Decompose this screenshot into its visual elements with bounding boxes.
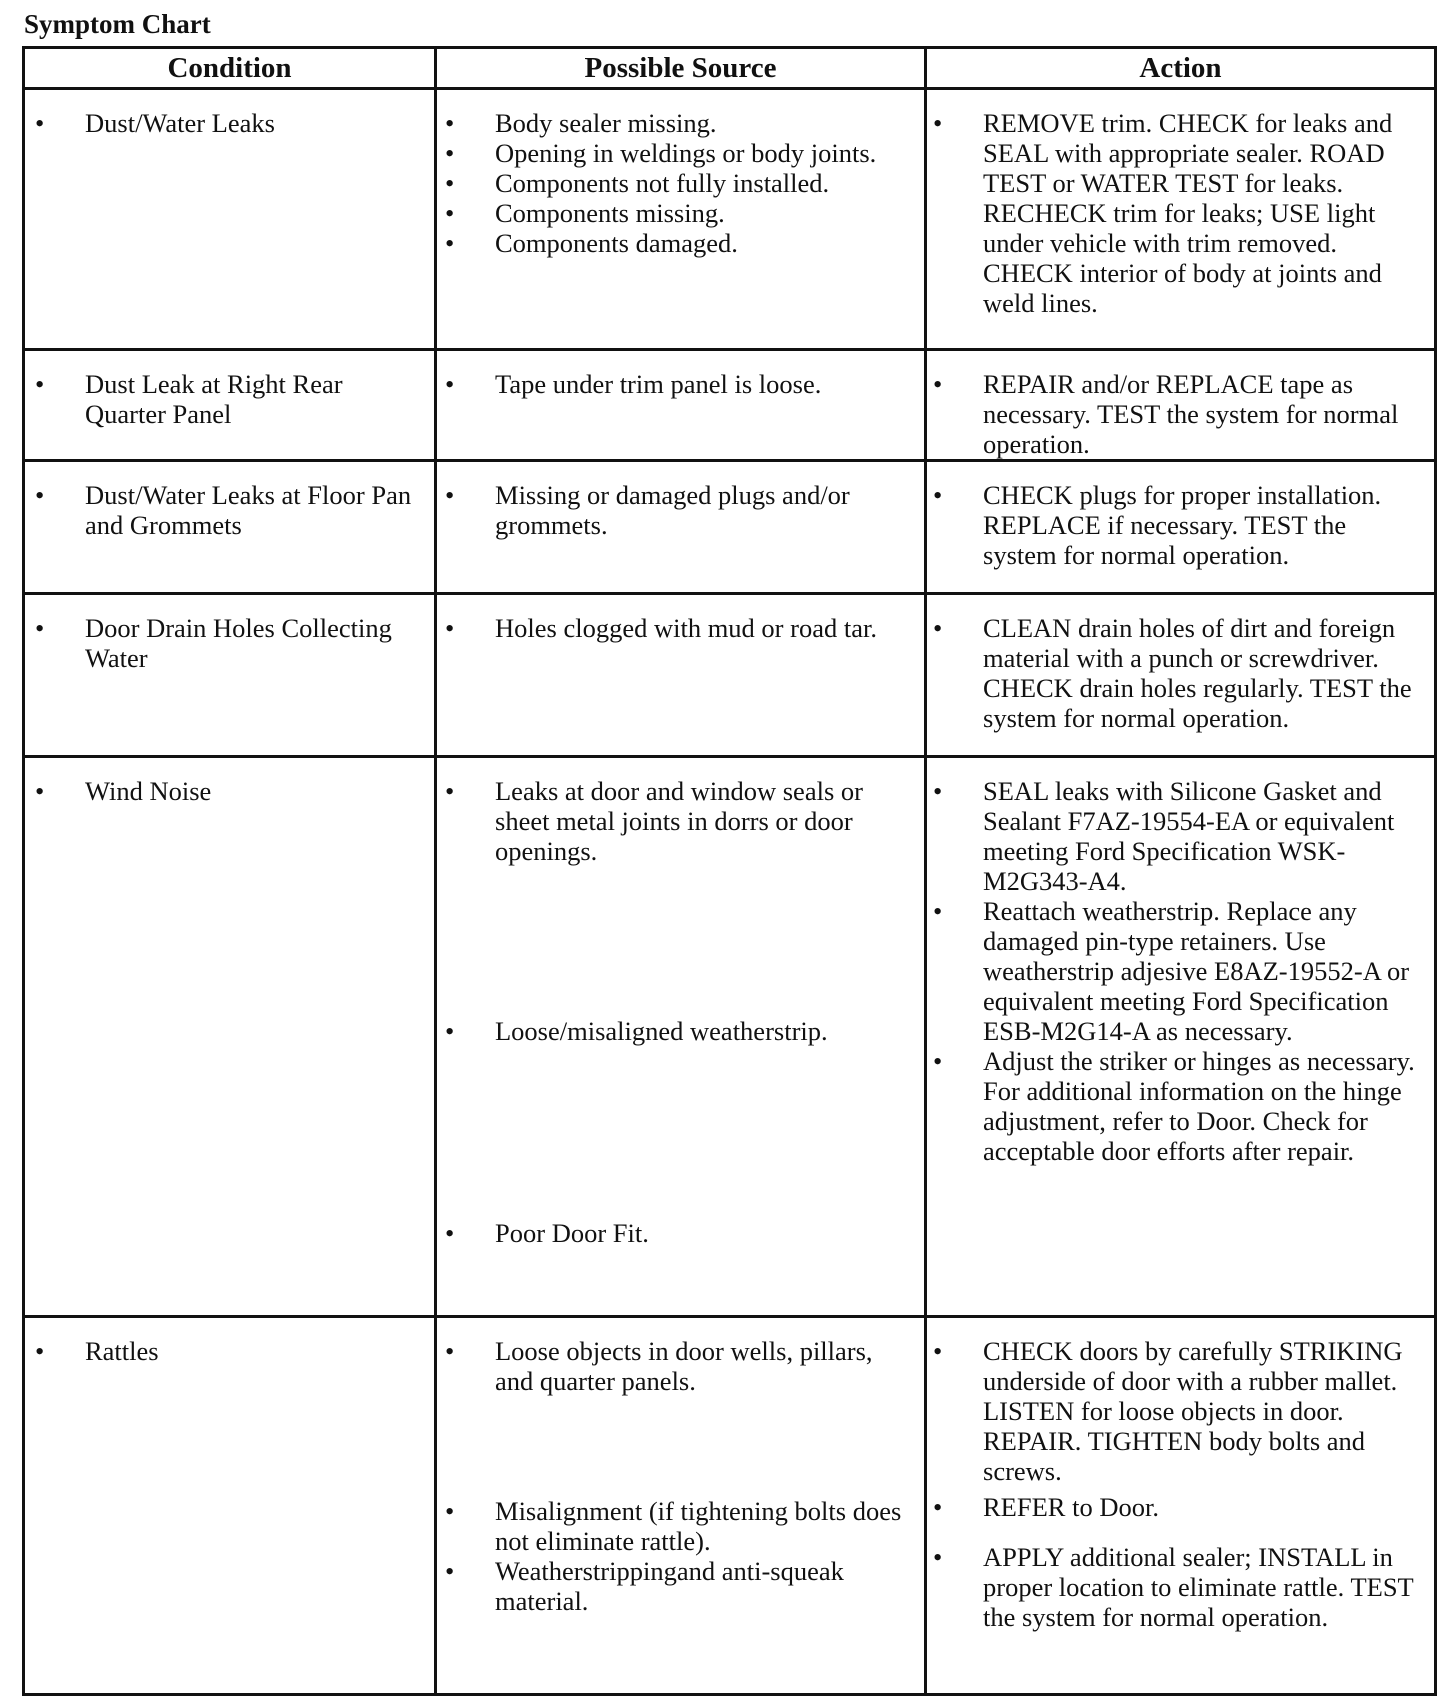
page-title: Symptom Chart [24,9,211,39]
condition-text: • Dust/Water Leaks [85,108,424,138]
action-item: • REFER to Door. [983,1492,1422,1522]
condition-cell [24,594,436,757]
condition-text: • Dust Leak at Right Rear Quarter Panel [85,369,424,429]
action-item: • CHECK plugs for proper installation. REPLACE if necessary. TEST the system for normal operation. [983,480,1422,570]
source-cell [436,594,926,757]
action-cell [926,757,1436,1317]
condition-cell [24,1317,436,1695]
action-item: • Adjust the striker or hinges as necessary. For additional information on the hinge adjustment, refer to Door. Check for acceptable door efforts after repair. [983,1046,1422,1166]
source-item: • Misalignment (if tightening bolts does not eliminate rattle). [495,1496,914,1556]
source-item: • Components not fully installed. [495,168,914,198]
table-row [24,1317,1436,1695]
header-action: Action [926,48,1436,89]
action-item: • REPAIR and/or REPLACE tape as necessary. TEST the system for normal operation. [983,369,1422,459]
condition-text: • Door Drain Holes Collecting Water [85,613,424,673]
action-item: • CLEAN drain holes of dirt and foreign material with a punch or screwdriver. CHECK drain holes regularly. TEST the system for normal operation. [983,613,1422,733]
header-possible-source: Possible Source [436,48,926,89]
condition-cell [24,350,436,461]
table-row [24,594,1436,757]
source-item: • Components missing. [495,198,914,228]
symptom-table [22,46,1437,1696]
action-cell [926,89,1436,350]
source-item: • Loose objects in door wells, pillars, and quarter panels. [495,1336,914,1396]
action-item: • CHECK doors by carefully STRIKING underside of door with a rubber mallet. LISTEN for loose objects in door. REPAIR. TIGHTEN body bolts and screws. [983,1336,1422,1486]
source-cell [436,461,926,594]
table-row [24,461,1436,594]
action-item: • REMOVE trim. CHECK for leaks and SEAL with appropriate sealer. ROAD TEST or WATER TEST for leaks. RECHECK trim for leaks; USE light under vehicle with trim removed. CHECK interior of body at joints and weld lines. [983,108,1422,318]
source-item: • Body sealer missing. [495,108,914,138]
action-item: • SEAL leaks with Silicone Gasket and Sealant F7AZ-19554-EA or equivalent meeting Ford Specification WSK-M2G343-A4. [983,776,1422,896]
source-cell [436,89,926,350]
source-item: • Opening in weldings or body joints. [495,138,914,168]
condition-cell [24,461,436,594]
action-cell [926,350,1436,461]
table-row [24,89,1436,350]
source-cell [436,757,926,1317]
source-item: • Loose/misaligned weatherstrip. [495,1016,914,1046]
source-item: • Poor Door Fit. [495,1218,914,1248]
action-cell [926,461,1436,594]
table-header-row [24,48,1436,89]
condition-text: • Wind Noise [85,776,424,806]
source-item: • Tape under trim panel is loose. [495,369,914,399]
condition-cell [24,89,436,350]
action-cell [926,594,1436,757]
action-item: • Reattach weatherstrip. Replace any damaged pin-type retainers. Use weatherstrip adjesive E8AZ-19552-A or equivalent meeting Ford Specification ESB-M2G14-A as necessary. [983,896,1422,1046]
action-item: • APPLY additional sealer; INSTALL in proper location to eliminate rattle. TEST the system for normal operation. [983,1542,1422,1632]
condition-text: • Dust/Water Leaks at Floor Pan and Grommets [85,480,424,540]
source-cell [436,350,926,461]
source-item: • Holes clogged with mud or road tar. [495,613,914,643]
source-item: • Leaks at door and window seals or sheet metal joints in dorrs or door openings. [495,776,914,866]
source-item: • Missing or damaged plugs and/or grommets. [495,480,914,540]
header-condition: Condition [24,48,436,89]
action-cell [926,1317,1436,1695]
condition-text: • Rattles [85,1336,424,1366]
source-item: • Components damaged. [495,228,914,258]
table-row [24,350,1436,461]
table-row [24,757,1436,1317]
condition-cell [24,757,436,1317]
source-cell [436,1317,926,1695]
source-item: • Weatherstrippingand anti-squeak material. [495,1556,914,1616]
